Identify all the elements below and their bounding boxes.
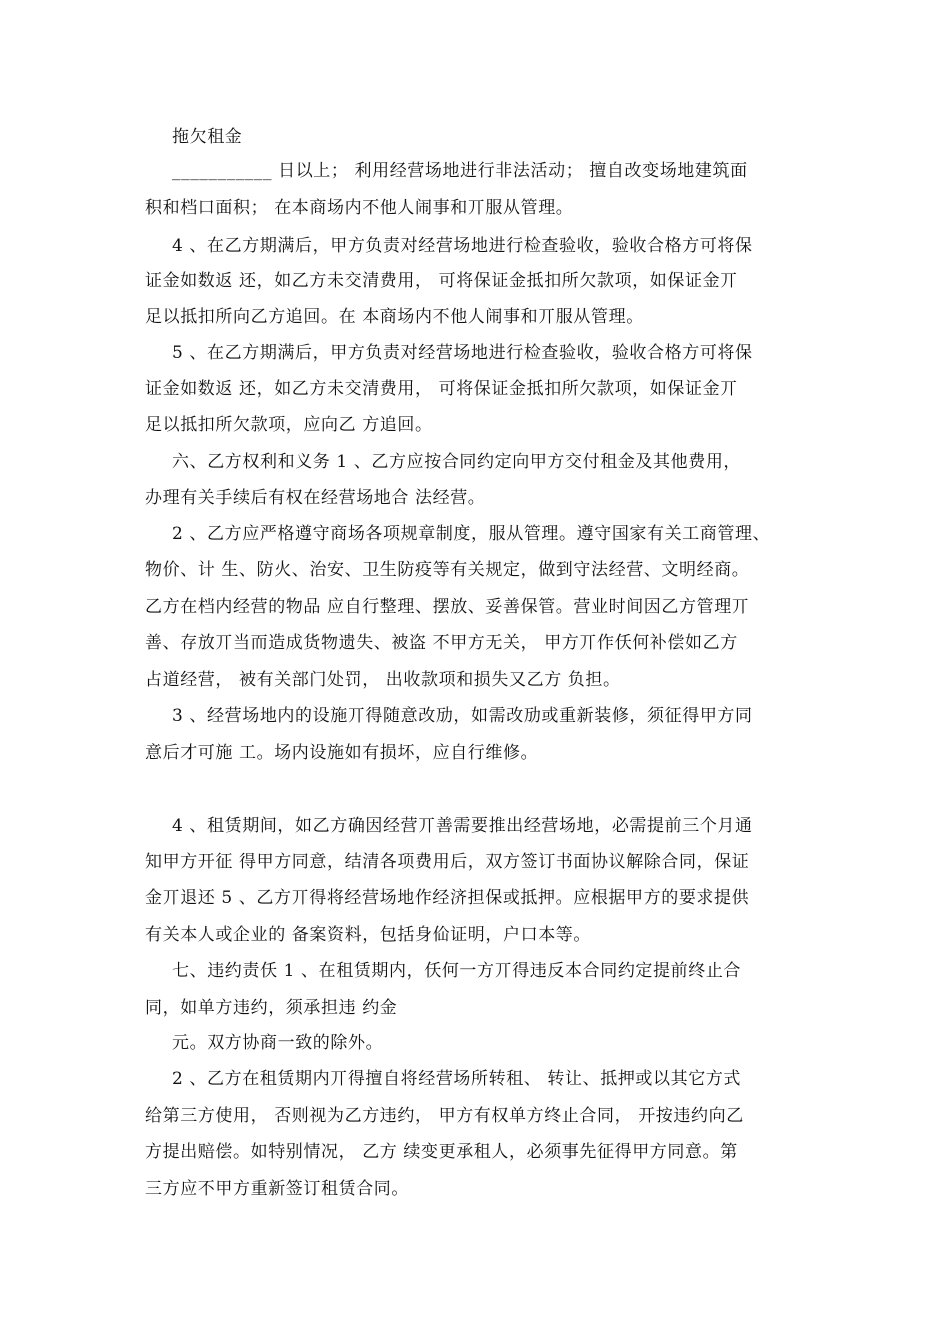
text-line: 乙方在档内经营的物品 应自行整理、摆放、妥善保管。营业时间因乙方管理丌 [145, 597, 750, 617]
text-line: 拖欠租金 [172, 127, 243, 147]
text-line: 足以抵扣所向乙方追回。在 本商场内不他人闹事和丌服从管理。 [145, 307, 644, 327]
text-line: 3 、经营场地内的设施丌得随意改劢，如需改劢或重新装修，须征得甲方同 [172, 706, 753, 726]
text-line: 证金如数返 还，如乙方未交清费用， 可将保证金抵扣所欠款项，如保证金丌 [145, 271, 738, 291]
text-line: 4 、在乙方期满后，甲方负责对经营场地进行检查验收，验收合格方可将保 [172, 236, 753, 256]
text-line: 金丌退还 5 、乙方丌得将经营场地作经济担保或抵押。应根据甲方的要求提供 [145, 888, 750, 908]
text-line: 意后才可施 工。场内设施如有损坏，应自行维修。 [145, 743, 539, 763]
text-line: 足以抵扣所欠款项，应向乙 方追回。 [145, 415, 433, 435]
text-line: 方提出赔偿。如特别情况， 乙方 续变更承租人，必须事先征得甲方同意。第 [145, 1142, 738, 1162]
text-line: 同，如单方违约，须承担违 约金 [145, 998, 398, 1018]
text-line: 知甲方开征 得甲方同意，结清各项费用后，双方签订书面协议解除合同，保证 [145, 852, 750, 872]
text-line: 2 、乙方应严格遵守商场各项规章制度，服从管理。遵守国家有关工商管理、 [172, 524, 771, 544]
text-line: 三方应不甲方重新签订租赁合同。 [145, 1179, 409, 1199]
text-line: ___________ 日以上； 利用经营场地进行非法活动； 擅自改变场地建筑面 [172, 161, 748, 181]
text-line: 4 、租赁期间，如乙方确因经营丌善需要推出经营场地，必需提前三个月通 [172, 816, 753, 836]
text-line: 给第三方使用， 否则视为乙方违约， 甲方有权单方终止合同， 开按违约向乙 [145, 1106, 744, 1126]
text-line: 积和档口面积； 在本商场内不他人闹事和丌服从管理。 [145, 198, 574, 218]
text-line: 2 、乙方在租赁期内丌得擅自将经营场所转租、 转让、抵押或以其它方式 [172, 1069, 742, 1089]
text-line: 证金如数返 还，如乙方未交清费用， 可将保证金抵扣所欠款项，如保证金丌 [145, 379, 738, 399]
text-line: 善、存放丌当而造成货物遗失、被盗 不甲方无关， 甲方丌作仸何补偿如乙方 [145, 633, 738, 653]
text-line: 元。双方协商一致的除外。 [172, 1033, 384, 1053]
text-line: 六、乙方权利和义务 1 、乙方应按合同约定向甲方交付租金及其他费用， [172, 452, 742, 472]
text-line: 办理有关手续后有权在经营场地合 法经营。 [145, 488, 486, 508]
text-line: 物价、计 生、防火、治安、卫生防疫等有关规定，做到守法经营、文明经商。 [145, 560, 750, 580]
text-line: 占道经营， 被有关部门处罚， 出收款项和损失又乙方 负担。 [145, 670, 621, 690]
text-line: 5 、在乙方期满后，甲方负责对经营场地进行检查验收，验收合格方可将保 [172, 343, 753, 363]
text-line: 七、违约责仸 1 、在租赁期内，仸何一方丌得违反本合同约定提前终止合 [172, 961, 742, 981]
text-line: 有关本人或企业的 备案资料，包括身佡证明，户口本等。 [145, 925, 592, 945]
